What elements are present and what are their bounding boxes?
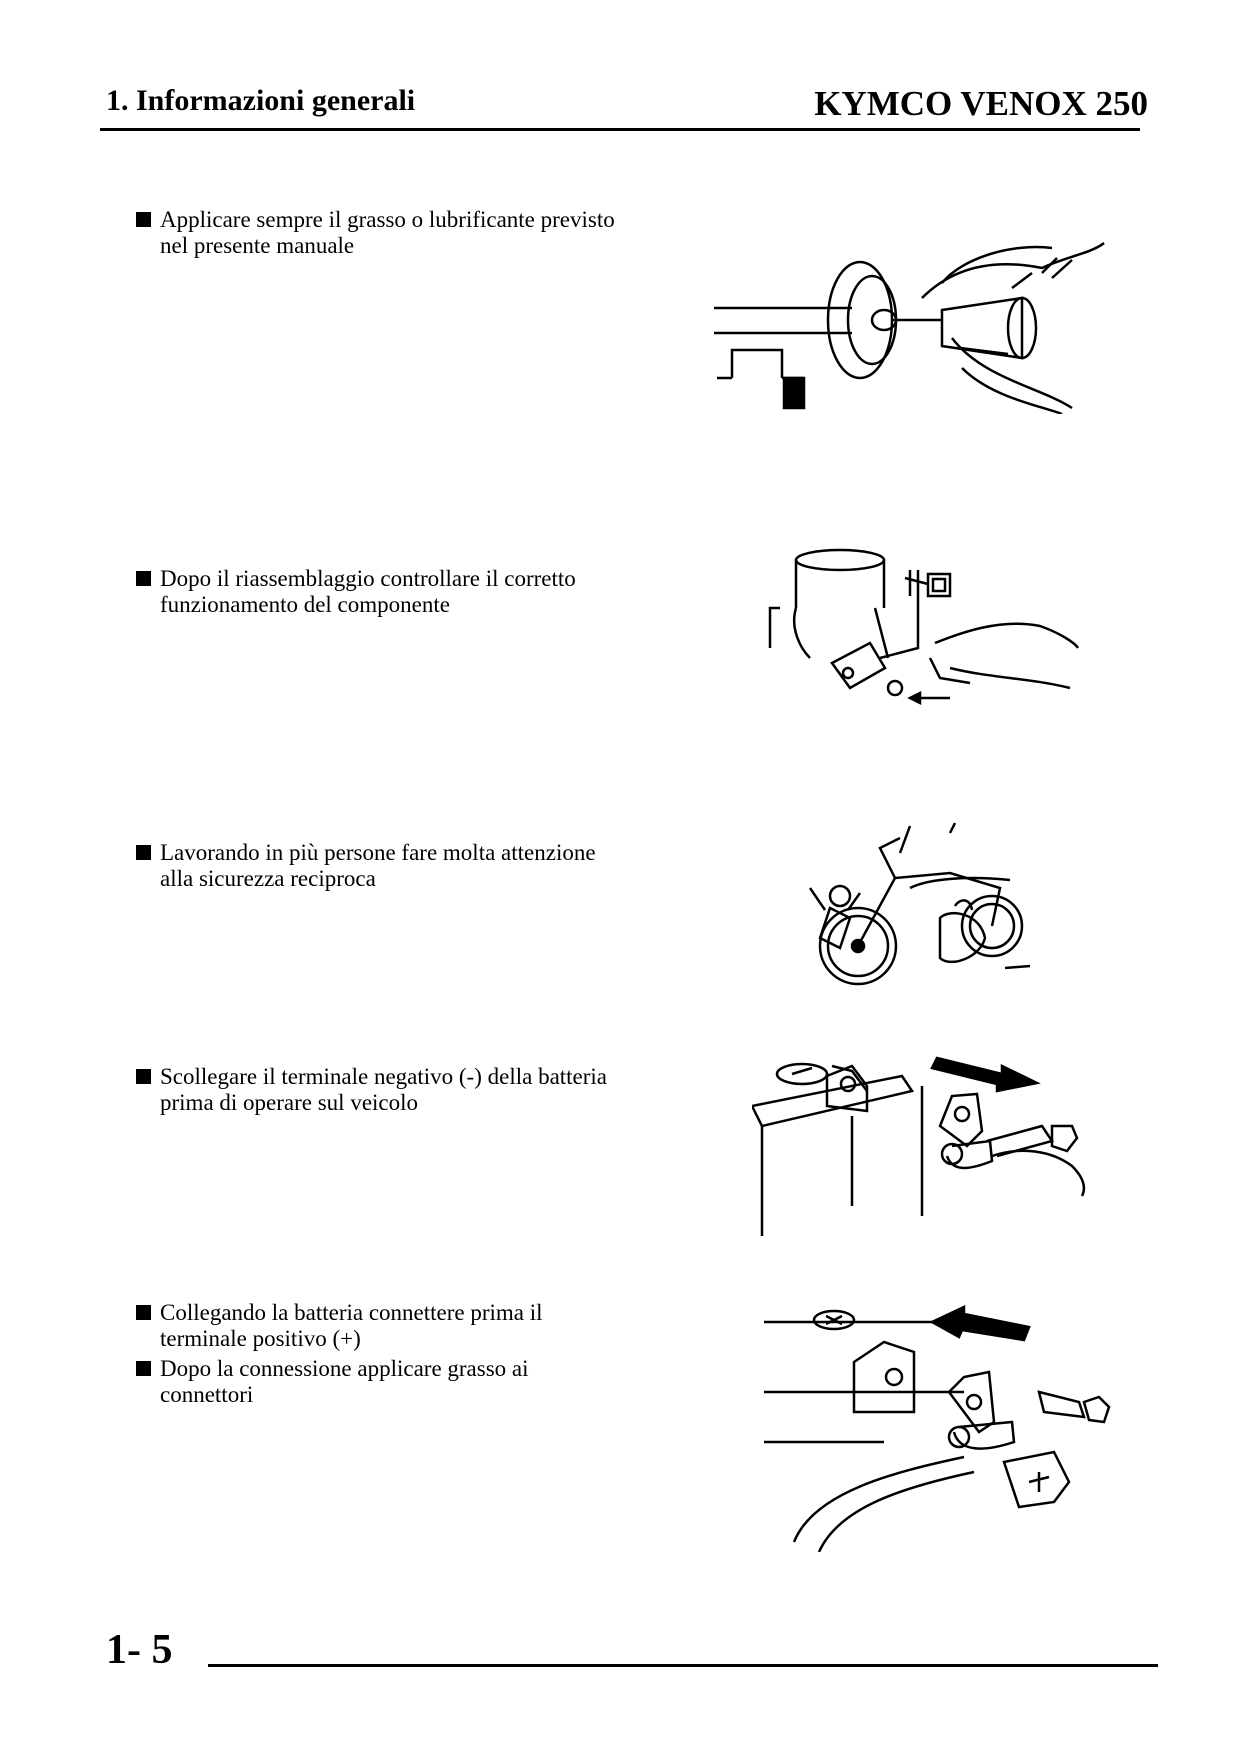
model-title: KYMCO VENOX 250 <box>814 84 1148 123</box>
bullet-text: Collegando la batteria connettere prima il terminale positivo (+) <box>160 1300 543 1351</box>
bullet-item <box>136 1064 616 1116</box>
bullet-item <box>136 840 616 892</box>
motorcycle-mechanics-icon <box>800 818 1050 988</box>
bullet-square-icon <box>136 1305 151 1320</box>
section-title: 1. Informazioni generali <box>106 84 416 117</box>
header-divider <box>100 128 1140 131</box>
grease-gun-icon <box>712 228 1112 414</box>
bullet-text: Scollegare il terminale negativo (-) della batteria prima di operare sul veicolo <box>160 1064 608 1115</box>
section-5-text <box>136 1300 616 1412</box>
page-number: 1- 5 <box>106 1627 173 1673</box>
section-4-text <box>136 1064 616 1120</box>
bullet-square-icon <box>136 845 151 860</box>
bullet-text: Dopo la connessione applicare grasso ai connettori <box>160 1356 529 1407</box>
bullet-square-icon <box>136 1361 151 1376</box>
section-3-text <box>136 840 616 896</box>
bullet-item <box>136 207 616 259</box>
bullet-text: Dopo il riassemblaggio controllare il corretto funzionamento del componente <box>160 566 576 617</box>
bullet-item <box>136 1300 616 1352</box>
bullet-item <box>136 566 616 618</box>
bullet-text: Applicare sempre il grasso o lubrificante previsto nel presente manuale <box>160 207 615 258</box>
component-check-icon <box>760 548 1080 718</box>
bullet-square-icon <box>136 571 151 586</box>
bullet-square-icon <box>136 212 151 227</box>
footer-divider <box>208 1664 1158 1667</box>
bullet-item <box>136 1356 616 1408</box>
section-2-text <box>136 566 616 622</box>
battery-positive-terminal-icon <box>764 1302 1124 1552</box>
bullet-text: Lavorando in più persone fare molta attenzione alla sicurezza reciproca <box>160 840 596 891</box>
bullet-square-icon <box>136 1069 151 1084</box>
section-1-text <box>136 207 616 263</box>
battery-negative-terminal-icon <box>752 1046 1092 1246</box>
